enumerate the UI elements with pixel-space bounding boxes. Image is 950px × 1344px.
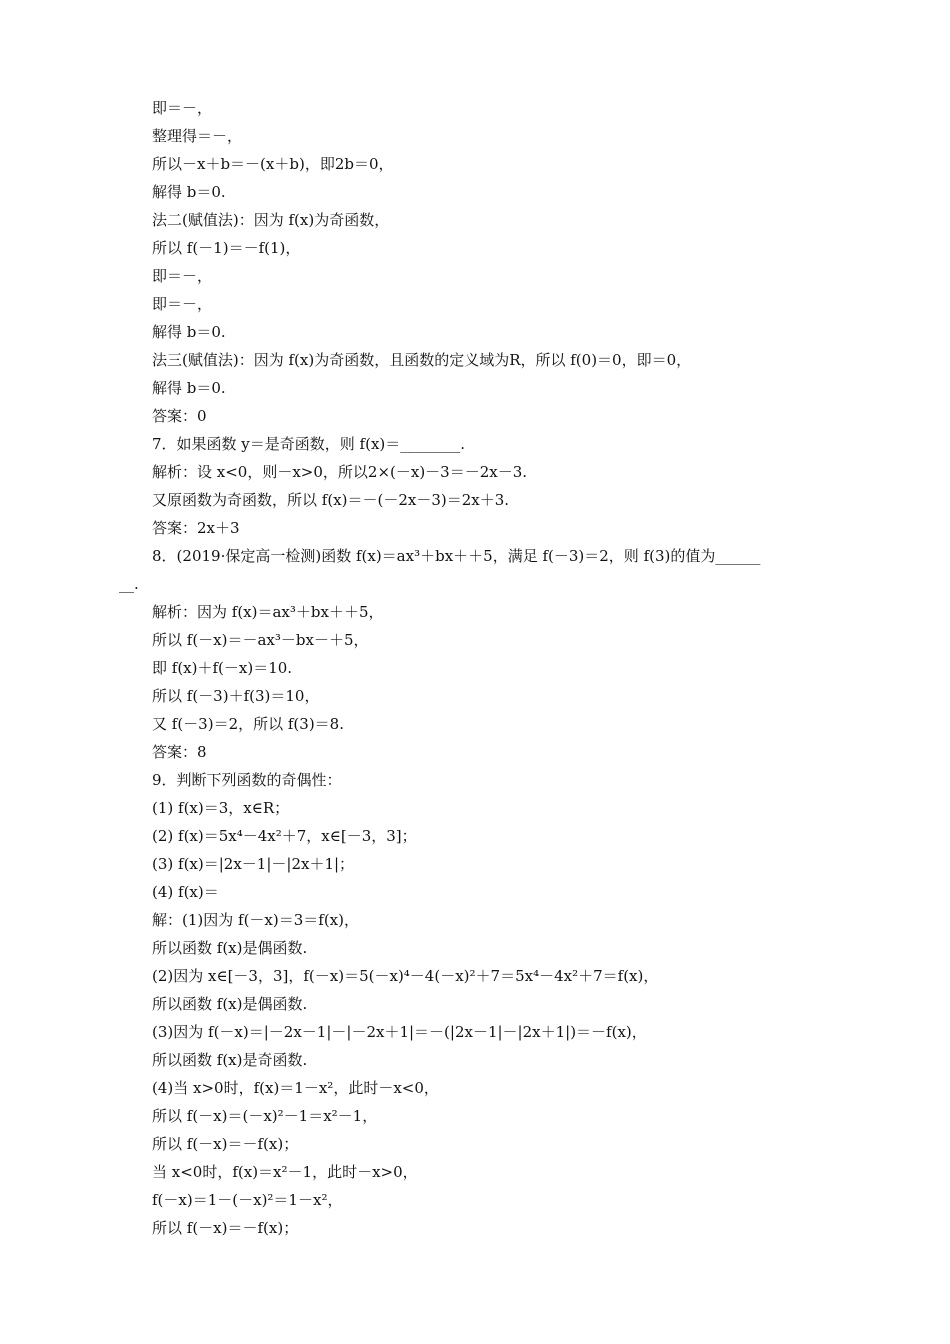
- question-7: 7．如果函数 y＝是奇函数，则 f(x)＝________.: [152, 435, 466, 453]
- text-line: __.: [119, 575, 139, 593]
- text-line: 所以 f(－x)＝－f(x)；: [152, 1135, 299, 1153]
- text-line: 解析：设 x<0，则－x>0，所以2×(－x)－3＝－2x－3.: [152, 463, 528, 481]
- text-line: 解得 b＝0.: [152, 183, 226, 201]
- text-line: 所以函数 f(x)是奇函数.: [152, 1051, 308, 1069]
- text-line: 即＝－，: [152, 99, 213, 117]
- text-line: (2)因为 x∈[－3，3]，f(－x)＝5(－x)⁴－4(－x)²＋7＝5x⁴－4x²＋7＝f(x)，: [152, 967, 659, 985]
- question-8: 8．(2019·保定高一检测)函数 f(x)＝ax³＋bx＋＋5，满足 f(－3)＝2，则 f(3)的值为______: [152, 547, 761, 565]
- text-line: 所以函数 f(x)是偶函数.: [152, 995, 308, 1013]
- text-line: 所以－x＋b＝－(x＋b)，即2b＝0，: [152, 155, 394, 173]
- text-line: 解：(1)因为 f(－x)＝3＝f(x)，: [152, 911, 359, 929]
- text-line: 所以 f(－x)＝(－x)²－1＝x²－1，: [152, 1107, 378, 1125]
- text-line: 法三(赋值法)：因为 f(x)为奇函数，且函数的定义域为R，所以 f(0)＝0，即＝0，: [152, 351, 692, 369]
- text-line: 又原函数为奇函数，所以 f(x)＝－(－2x－3)＝2x＋3.: [152, 491, 510, 509]
- text-line: 答案：0: [152, 407, 207, 425]
- text-line: 解得 b＝0.: [152, 379, 226, 397]
- text-line: 解得 b＝0.: [152, 323, 226, 341]
- text-line: (2) f(x)＝5x⁴－4x²＋7，x∈[－3，3]；: [152, 827, 417, 845]
- text-line: 答案：2x＋3: [152, 519, 240, 537]
- text-line: (3)因为 f(－x)＝|－2x－1|－|－2x＋1|＝－(|2x－1|－|2x＋1|)＝－f(x)，: [152, 1023, 647, 1041]
- text-line: 所以 f(－x)＝－ax³－bx－＋5，: [152, 631, 369, 649]
- text-line: (3) f(x)＝|2x－1|－|2x＋1|；: [152, 855, 355, 873]
- text-line: 又 f(－3)＝2，所以 f(3)＝8.: [152, 715, 344, 733]
- text-line: 所以 f(－3)＋f(3)＝10，: [152, 687, 320, 705]
- text-line: 法二(赋值法)：因为 f(x)为奇函数，: [152, 211, 390, 229]
- text-line: 所以 f(－x)＝－f(x)；: [152, 1219, 299, 1237]
- text-line: 所以 f(－1)＝－f(1)，: [152, 239, 301, 257]
- text-line: 解析：因为 f(x)＝ax³＋bx＋＋5，: [152, 603, 384, 621]
- question-9: 9．判断下列函数的奇偶性：: [152, 771, 342, 789]
- text-line: (1) f(x)＝3，x∈R；: [152, 799, 290, 817]
- text-line: 当 x<0时，f(x)＝x²－1，此时－x>0，: [152, 1163, 418, 1181]
- text-line: 即 f(x)＋f(－x)＝10.: [152, 659, 293, 677]
- text-line: (4) f(x)＝: [152, 883, 219, 901]
- text-line: 整理得＝－，: [152, 127, 243, 145]
- text-line: 即＝－，: [152, 267, 213, 285]
- text-line: f(－x)＝1－(－x)²＝1－x²，: [152, 1191, 343, 1209]
- text-line: 答案：8: [152, 743, 207, 761]
- text-line: (4)当 x>0时，f(x)＝1－x²，此时－x<0，: [152, 1079, 439, 1097]
- text-line: 所以函数 f(x)是偶函数.: [152, 939, 308, 957]
- text-line: 即＝－，: [152, 295, 213, 313]
